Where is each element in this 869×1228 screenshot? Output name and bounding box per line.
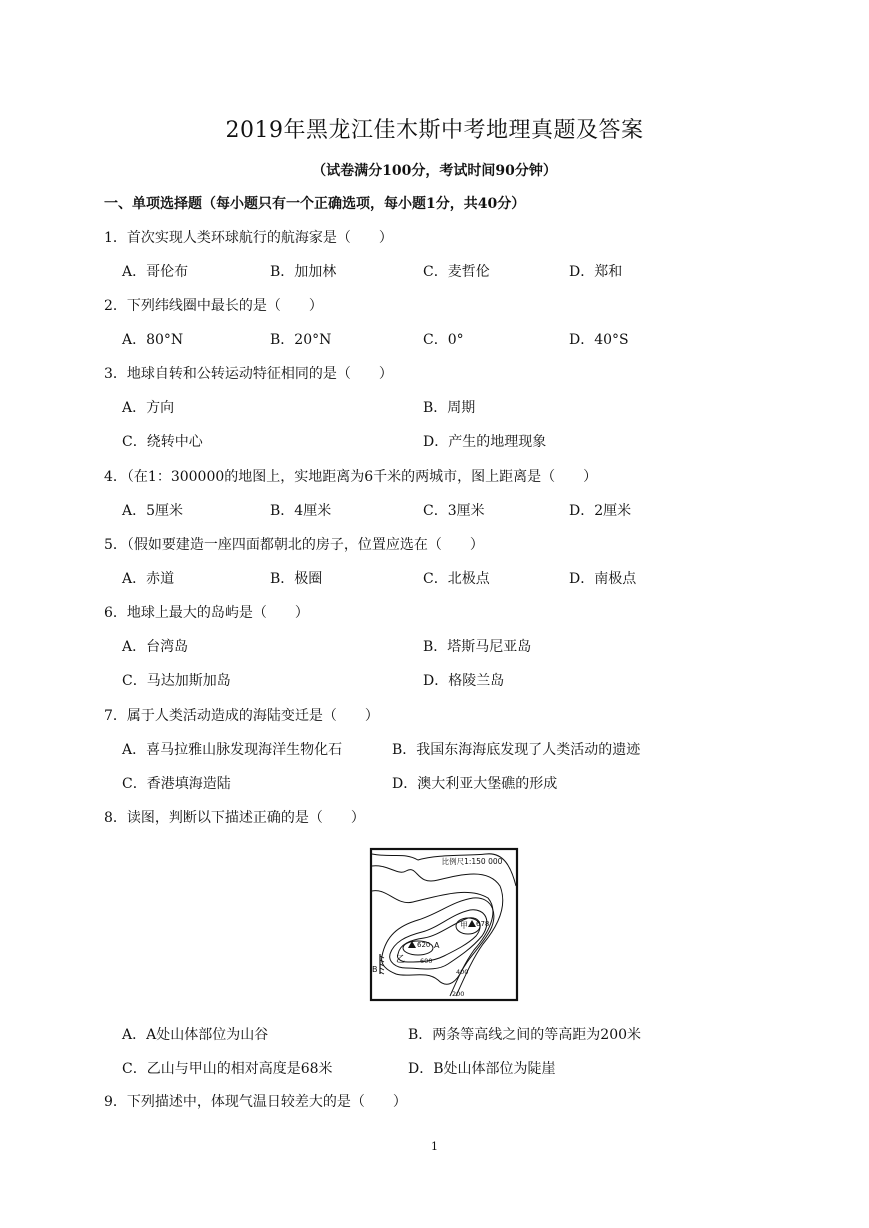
option-d: D．格陵兰岛 [423,673,505,689]
option-d: D．产生的地理现象 [423,434,547,450]
option-d: D．B处山体部位为陡崖 [408,1061,556,1077]
option-d: D．2厘米 [569,503,632,519]
question-stem: 8．读图，判断以下描述正确的是（ ） [104,810,365,826]
section-heading: 一、单项选择题（每小题只有一个正确选项，每小题1分，共40分） [104,196,526,212]
option-b: B．4厘米 [270,503,332,519]
page-number: 1 [431,1140,438,1153]
option-a: A．80°N [122,332,184,348]
option-a: A．台湾岛 [122,639,189,655]
peak-jia-label: 甲 [460,921,468,930]
question-stem: 1．首次实现人类环球航行的航海家是（ ） [104,230,393,246]
exam-subtitle: （试卷满分100分，考试时间90分钟） [312,163,557,179]
option-c: C．0° [423,332,464,348]
option-d: D．南极点 [569,571,637,587]
peak-jia-height: 678 [476,920,490,928]
option-c: C．马达加斯加岛 [122,673,231,689]
question-stem: 7．属于人类活动造成的海陆变迁是（ ） [104,708,379,724]
point-a-label: A [434,941,440,950]
map-frame [371,849,517,1000]
question-stem: 5．（假如要建造一座四面都朝北的房子，位置应选在（ ） [104,537,484,553]
question-stem: 2．下列纬线圈中最长的是（ ） [104,298,323,314]
question-stem: 6．地球上最大的岛屿是（ ） [104,605,309,621]
option-c: C．3厘米 [423,503,485,519]
option-b: B．周期 [423,400,476,416]
map-scale-label: 比例尺1:150 000 [441,857,503,866]
option-b: B．加加林 [270,264,337,280]
option-c: C．乙山与甲山的相对高度是68米 [122,1061,333,1077]
option-a: A．赤道 [122,571,175,587]
page-title: 2019年黑龙江佳木斯中考地理真题及答案 [225,118,644,143]
option-d: D．澳大利亚大堡礁的形成 [392,776,558,792]
option-a: A．哥伦布 [122,264,189,280]
option-b: B．我国东海海底发现了人类活动的遗迹 [392,742,641,758]
option-b: B．两条等高线之间的等高距为200米 [408,1027,642,1043]
option-a: A．A处山体部位为山谷 [122,1027,269,1043]
question-stem: 3．地球自转和公转运动特征相同的是（ ） [104,366,393,382]
option-d: D．40°S [569,332,629,348]
option-d: D．郑和 [569,264,623,280]
option-c: C．麦哲伦 [423,264,490,280]
option-c: C．香港填海造陆 [122,776,231,792]
contour-label: 400 [456,968,469,976]
option-b: B．20°N [270,332,332,348]
point-b-label: B [372,965,378,974]
option-c: C．绕转中心 [122,434,203,450]
option-a: A．5厘米 [122,503,184,519]
option-a: A．喜马拉雅山脉发现海洋生物化石 [122,742,343,758]
peak-yi-height: 620 [417,941,431,949]
contour-label: 600 [420,957,433,965]
contour-label: 200 [452,990,465,998]
option-c: C．北极点 [423,571,490,587]
contour-map-figure [368,846,520,1004]
peak-yi-label: 乙 [396,955,406,965]
option-a: A．方向 [122,400,175,416]
option-b: B．塔斯马尼亚岛 [423,639,532,655]
question-stem: 4．（在1：300000的地图上，实地距离为6千米的两城市，图上距离是（ ） [104,469,598,485]
option-b: B．极圈 [270,571,323,587]
question-stem: 9．下列描述中，体现气温日较差大的是（ ） [104,1094,407,1110]
